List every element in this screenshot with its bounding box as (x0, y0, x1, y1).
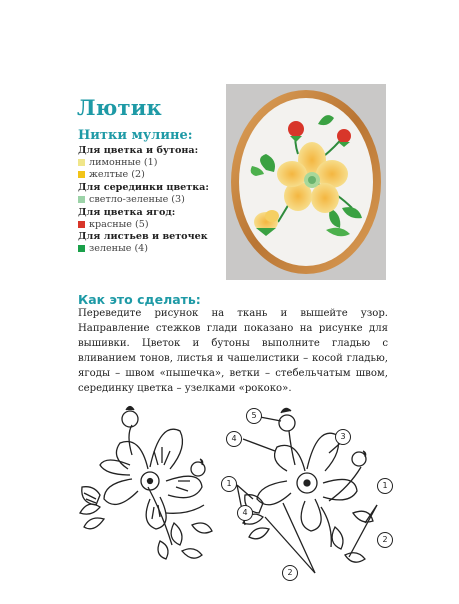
thread-item (78, 157, 198, 168)
callout-1-right: 1 (377, 478, 393, 494)
thread-group-berries (78, 207, 175, 230)
callout-2: 2 (282, 565, 298, 581)
embroidery-hoop-illustration (226, 84, 386, 280)
thread-group-heading: Для цветка ягод: (78, 207, 176, 218)
thread-item-label: желтые (2) (89, 169, 145, 180)
threads-heading: Нитки мулине: (78, 128, 193, 143)
page-title: Лютик (77, 95, 162, 120)
thread-group-heading: Для листьев и веточек (78, 231, 208, 242)
callout-4-lower: 4 (237, 505, 253, 521)
thread-item-label: красные (5) (89, 219, 149, 230)
callout-4-upper: 4 (226, 431, 242, 447)
color-swatch-red (78, 221, 85, 228)
howto-text: Переведите рисунок на ткань и вышейте узор. Направление стежков глади показано на рисунке для вышивки. Цветок и бутоны выполните гладью с вливанием тонов, листья и чашелистики – косой гладью, ягоды – швом «пышечка», ветки – стебельчатым швом, серединку цветка – узелками «рококо». (78, 308, 388, 394)
embroidery-photo (226, 84, 386, 280)
thread-group-leaves (78, 231, 208, 254)
numbered-diagram (237, 408, 377, 573)
howto-heading: Как это сделать: (78, 292, 201, 307)
color-swatch-light-green (78, 196, 85, 203)
thread-item-label: светло-зеленые (3) (89, 194, 185, 205)
thread-item (78, 194, 209, 205)
callout-2-right: 2 (377, 532, 393, 548)
color-swatch-green (78, 245, 85, 252)
thread-item (78, 219, 175, 230)
stitch-pattern-diagram (70, 395, 390, 595)
callout-3: 3 (335, 429, 351, 445)
outline-drawing (80, 407, 212, 560)
color-swatch-lemon (78, 159, 85, 166)
thread-group-heading: Для серединки цветка: (78, 182, 209, 193)
thread-group-flower-bud (78, 145, 198, 180)
thread-item (78, 243, 208, 254)
thread-item-label: лимонные (1) (89, 157, 158, 168)
thread-item (78, 169, 198, 180)
callout-5: 5 (246, 408, 262, 424)
thread-group-center (78, 182, 209, 205)
thread-item-label: зеленые (4) (89, 243, 149, 254)
thread-group-heading: Для цветка и бутона: (78, 145, 199, 156)
color-swatch-yellow (78, 171, 85, 178)
callout-1: 1 (221, 476, 237, 492)
